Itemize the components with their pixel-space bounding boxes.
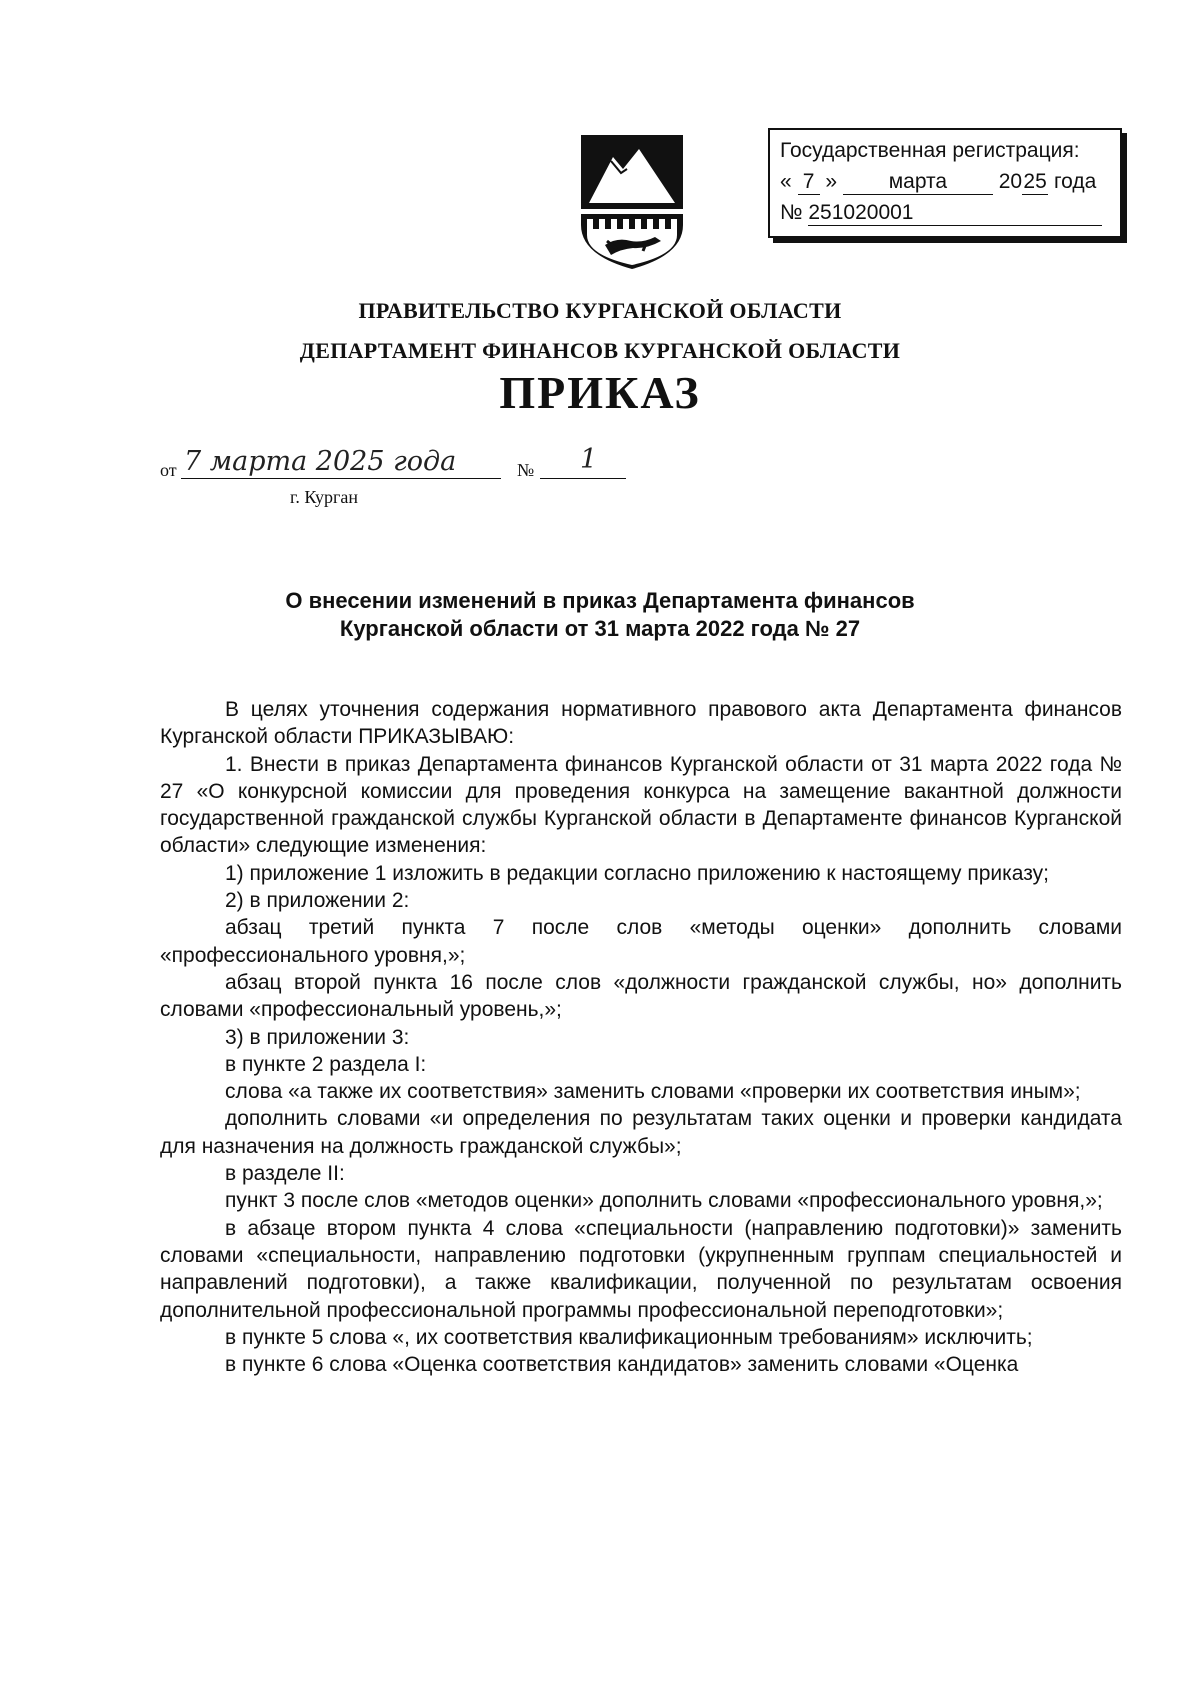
- paragraph: в пункте 2 раздела I:: [225, 1052, 427, 1076]
- document-subject: О внесении изменений в приказ Департамента финансов Курганской области от 31 марта 2022 года № 27: [285, 588, 915, 641]
- paragraph: абзац второй пункта 16 после слов «должности гражданской службы, но» дополнить словами «профессиональный уровень,»;: [160, 970, 1122, 1022]
- document-body: [160, 696, 1122, 1378]
- registration-number: № 251020001: [780, 197, 1110, 228]
- paragraph: 1) приложение 1 изложить в редакции согласно приложению к настоящему приказу;: [225, 861, 1049, 885]
- department-heading: ДЕПАРТАМЕНТ ФИНАНСОВ КУРГАНСКОЙ ОБЛАСТИ: [299, 338, 901, 363]
- city-label: г. Курган: [290, 487, 359, 507]
- registration-title: Государственная регистрация:: [780, 139, 1080, 162]
- paragraph: В целях уточнения содержания нормативного правового акта Департамента финансов Курганской области ПРИКАЗЫВАЮ:: [160, 698, 1122, 749]
- document-type-title: ПРИКАЗ: [499, 367, 701, 418]
- paragraph: в разделе II:: [225, 1162, 345, 1186]
- handwritten-date: 7 марта 2025 года: [184, 446, 457, 477]
- government-heading: ПРАВИТЕЛЬСТВО КУРГАНСКОЙ ОБЛАСТИ: [358, 298, 842, 323]
- paragraph: дополнить словами «и определения по результатам таких оценки и проверки кандидата для назначения на должность гражданской службы»;: [160, 1107, 1122, 1158]
- date-underline: [181, 478, 501, 479]
- paragraph: пункт 3 после слов «методов оценки» дополнить словами «профессионального уровня,»;: [225, 1189, 1103, 1213]
- paragraph: 2) в приложении 2:: [225, 889, 410, 913]
- handwritten-order-number: 1: [580, 444, 598, 475]
- paragraph: в абзаце втором пункта 4 слова «специальности (направлению подготовки)» заменить словами «специальности, направлению подготовки (укрупненным группам специальностей и направлений подготовки), а также квалификации, полученной по результатам освоения дополнительной профессиональной программы профессиональной переподготовки»;: [160, 1216, 1122, 1322]
- date-from-label: от: [160, 460, 177, 480]
- paragraph: в пункте 5 слова «, их соответствия квалификационным требованиям» исключить;: [225, 1325, 1033, 1349]
- paragraph: абзац третий пункта 7 после слов «методы оценки» дополнить словами «профессионального уровня,»;: [160, 916, 1122, 967]
- registration-date: « 7 » марта 2025 года: [780, 170, 1097, 193]
- order-number-label: №: [517, 460, 535, 480]
- registration-day: 7: [798, 170, 820, 195]
- registration-stamp: [768, 128, 1122, 238]
- paragraph: 3) в приложении 3:: [225, 1025, 410, 1049]
- coat-of-arms-emblem: [577, 133, 687, 271]
- order-number-underline: [540, 478, 626, 479]
- registration-year: 25: [1023, 170, 1047, 193]
- paragraph: 1. Внести в приказ Департамента финансов Курганской области от 31 марта 2022 года № 27 «О конкурсной комиссии для проведения конкурса на замещение вакантной должности государственной гражданской службы Курганской области в Департаменте финансов Курганской области» следующие изменения:: [160, 752, 1122, 858]
- registration-number-value: 251020001: [808, 201, 1102, 226]
- registration-month: марта: [843, 170, 993, 195]
- paragraph: в пункте 6 слова «Оценка соответствия кандидатов» заменить словами «Оценка: [225, 1353, 1019, 1377]
- paragraph: слова «а также их соответствия» заменить словами «проверки их соответствия иным»;: [225, 1080, 1081, 1104]
